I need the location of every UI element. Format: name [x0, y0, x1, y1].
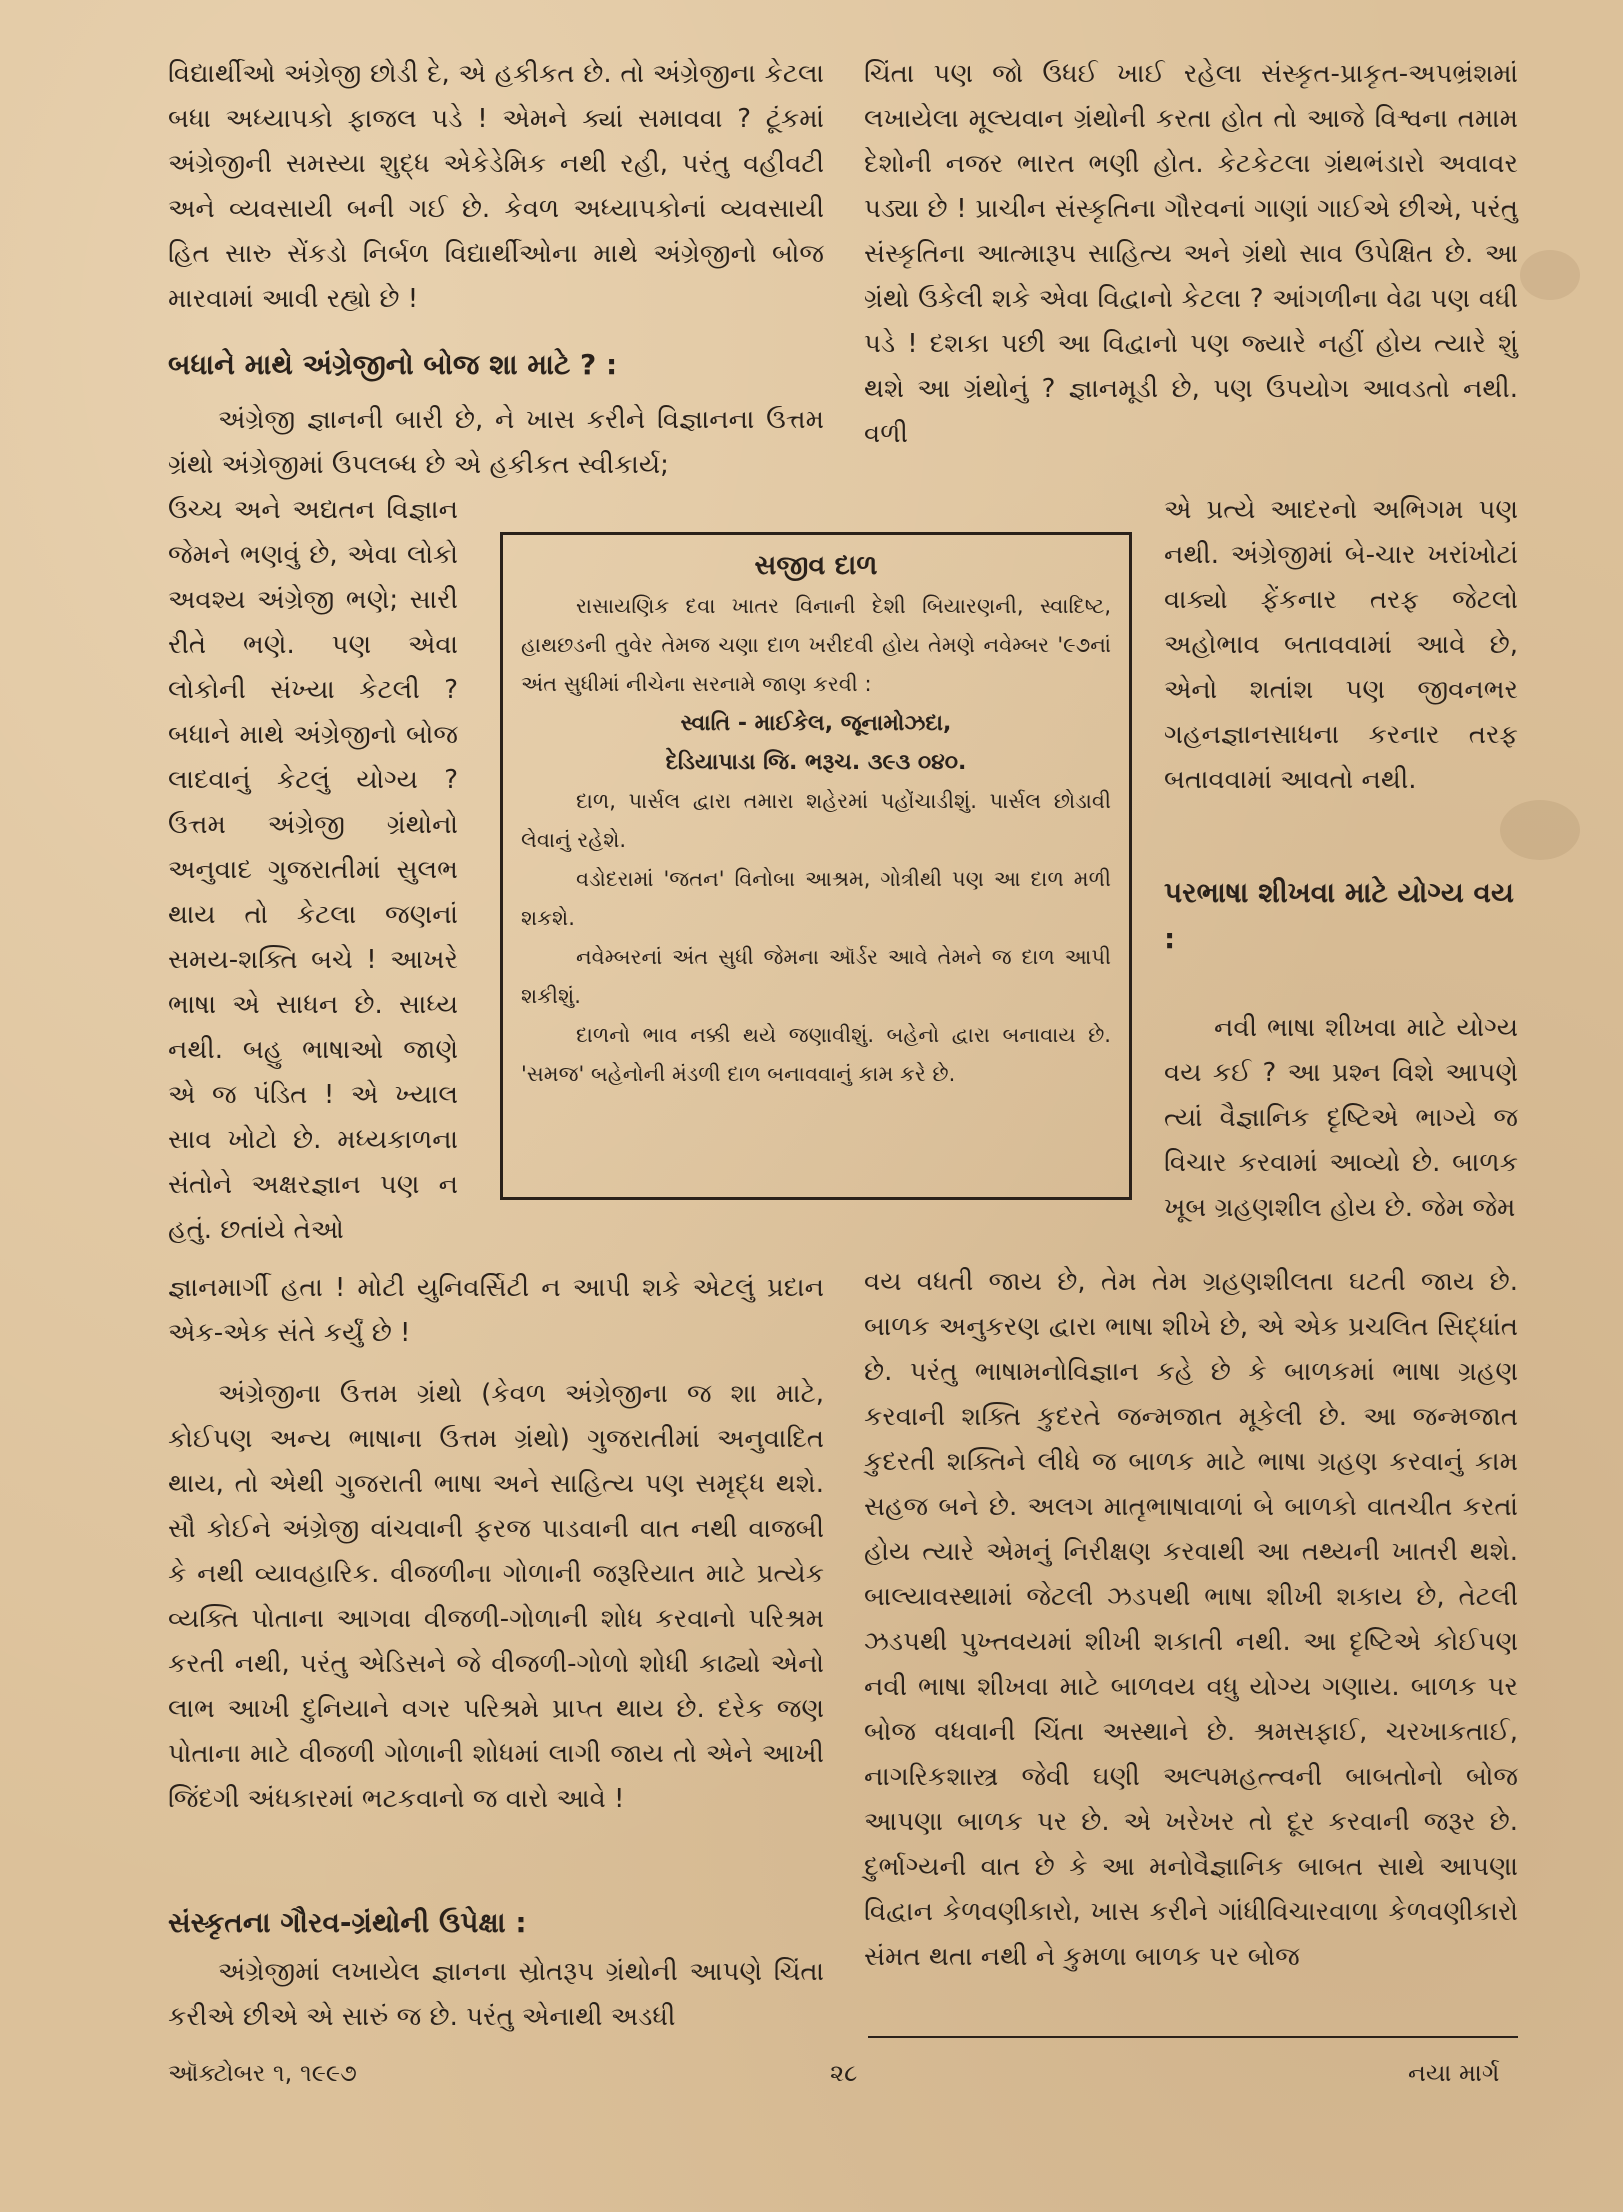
notice-address-line-2: દેડિયાપાડા જિ. ભરૂચ. ૩૯૩ ૦૪૦. — [665, 750, 967, 775]
right-paragraph-1: ચિંતા પણ જો ઉધઈ ખાઈ રહેલા સંસ્કૃત-પ્રાકૃત-અપભ્રંશમાં લખાયેલા મૂલ્યવાન ગ્રંથોની કરતા હોત તો આજે વિશ્વના તમામ દેશોની નજર ભારત ભણી હોત. કેટકેટલા ગ્રંથભંડારો અવાવર પડ્યા છે ! પ્રાચીન સંસ્કૃતિના ગૌરવનાં ગાણાં ગાઈએ છીએ, પરંતુ સંસ્કૃતિના આત્મારૂપ સાહિત્ય અને ગ્રંથો સાવ ઉપેક્ષિત છે. આ ગ્રંથો ઉકેલી શકે એવા વિદ્વાનો કેટલા ? આંગળીના વેઢા પણ વધી પડે ! દશકા પછી આ વિદ્વાનો પણ જ્યારે નહીં હોય ત્યારે શું થશે આ ગ્રંથોનું ? જ્ઞાનમૂડી છે, પણ ઉપયોગ આવડતો નથી. વળી — [864, 59, 1518, 449]
footer-rule — [868, 2036, 1518, 2038]
right-paragraph-2-narrow: નવી ભાષા શીખવા માટે યોગ્ય વય કઈ ? આ પ્રશ્ન વિશે આપણે ત્યાં વૈજ્ઞાનિક દૃષ્ટિએ ભાગ્યે જ વિચાર કરવામાં આવ્યો છે. બાળક ખૂબ ગ્રહણશીલ હોય છે. જેમ જેમ — [1164, 1013, 1518, 1223]
notice-box-sajiv-daal — [500, 532, 1132, 1200]
notice-address-line-1: સ્વાતિ - માઈકેલ, જૂનામોઝદા, — [680, 711, 952, 736]
left-paragraph-2-end: જ્ઞાનમાર્ગી હતા ! મોટી યુનિવર્સિટી ન આપી શકે એટલું પ્રદાન એક-એક સંતે કર્યું છે ! — [168, 1273, 824, 1348]
heading-english-burden: બધાને માથે અંગ્રેજીનો બોજ શા માટે ? : — [168, 348, 618, 381]
right-paragraph-1-narrow: એ પ્રત્યે આદરનો અભિગમ પણ નથી. અંગ્રેજીમાં બે-ચાર ખરાંખોટાં વાક્યો ફેંકનાર તરફ જેટલો અહોભાવ બતાવવામાં આવે છે, એનો શતાંશ પણ જીવનભર ગહનજ્ઞાનસાધના કરનાર તરફ બતાવવામાં આવતો નથી. — [1164, 495, 1518, 795]
paper-stain — [1520, 250, 1580, 300]
notice-paragraph-4: નવેમ્બરનાં અંત સુધી જેમના ઑર્ડર આવે તેમને જ દાળ આપી શકીશું. — [521, 945, 1111, 1008]
right-paragraph-2: વય વધતી જાય છે, તેમ તેમ ગ્રહણશીલતા ઘટતી જાય છે. બાળક અનુકરણ દ્વારા ભાષા શીખે છે, એ એક પ્રચલિત સિદ્ધાંત છે. પરંતુ ભાષામનોવિજ્ઞાન કહે છે કે બાળકમાં ભાષા ગ્રહણ કરવાની શક્તિ કુદરતે જન્મજાત મૂકેલી છે. આ જન્મજાત કુદરતી શક્તિને લીધે જ બાળક માટે ભાષા ગ્રહણ કરવાનું કામ સહજ બને છે. અલગ માતૃભાષાવાળાં બે બાળકો વાતચીત કરતાં હોય ત્યારે એમનું નિરીક્ષણ કરવાથી આ તથ્યની ખાતરી થશે. બાલ્યાવસ્થામાં જેટલી ઝડપથી ભાષા શીખી શકાય છે, તેટલી ઝડપથી પુખ્તવયમાં શીખી શકાતી નથી. આ દૃષ્ટિએ કોઈપણ નવી ભાષા શીખવા માટે બાળવય વધુ યોગ્ય ગણાય. બાળક પર બોજ વધવાની ચિંતા અસ્થાને છે. શ્રમસફાઈ, ચરખાકતાઈ, નાગરિકશાસ્ત્ર જેવી ઘણી અલ્પમહત્ત્વની બાબતોનો બોજ આપણા બાળક પર છે. એ ખરેખર તો દૂર કરવાની જરૂર છે. દુર્ભાગ્યની વાત છે કે આ મનોવૈજ્ઞાનિક બાબત સાથે આપણા વિદ્વાન કેળવણીકારો, ખાસ કરીને ગાંધીવિચારવાળા કેળવણીકારો સંમત થતા નથી ને કુમળા બાળક પર બોજ — [864, 1267, 1518, 1972]
left-paragraph-1: વિદ્યાર્થીઓ અંગ્રેજી છોડી દે, એ હકીકત છે. તો અંગ્રેજીના કેટલા બધા અધ્યાપકો ફાજલ પડે ! એમને ક્યાં સમાવવા ? ટૂંકમાં અંગ્રેજીની સમસ્યા શુદ્ધ એકેડેમિક નથી રહી, પરંતુ વહીવટી અને વ્યવસાયી બની ગઈ છે. કેવળ અધ્યાપકોનાં વ્યવસાયી હિત સારુ સેંકડો નિર્બળ વિદ્યાર્થીઓના માથે અંગ્રેજીનો બોજ મારવામાં આવી રહ્યો છે ! — [168, 59, 824, 314]
footer-date: ઑક્ટોબર ૧, ૧૯૯૭ — [168, 2059, 357, 2087]
heading-sanskrit-neglect: સંસ્કૃતના ગૌરવ-ગ્રંથોની ઉપેક્ષા : — [168, 1906, 527, 1939]
left-paragraph-3: અંગ્રેજીના ઉત્તમ ગ્રંથો (કેવળ અંગ્રેજીના જ શા માટે, કોઈપણ અન્ય ભાષાના ઉત્તમ ગ્રંથો) ગુજરાતીમાં અનુવાદિત થાય, તો એથી ગુજરાતી ભાષા અને સાહિત્ય પણ સમૃદ્ધ થશે. સૌ કોઈને અંગ્રેજી વાંચવાની ફરજ પાડવાની વાત નથી વાજબી કે નથી વ્યાવહારિક. વીજળીના ગોળાની જરૂરિયાત માટે પ્રત્યેક વ્યક્તિ પોતાના આગવા વીજળી-ગોળાની શોધ કરવાનો પરિશ્રમ કરતી નથી, પરંતુ એડિસને જે વીજળી-ગોળો શોધી કાઢ્યો એનો લાભ આખી દુનિયાને વગર પરિશ્રમે પ્રાપ્ત થાય છે. દરેક જણ પોતાના માટે વીજળી ગોળાની શોધમાં લાગી જાય તો એને આખી જિંદગી અંધકારમાં ભટકવાનો જ વારો આવે ! — [168, 1379, 824, 1814]
footer-page-number: ૨૮ — [830, 2059, 858, 2087]
paper-stain — [1500, 800, 1580, 860]
left-paragraph-2-narrow: ઉચ્ચ અને અદ્યતન વિજ્ઞાન જેમને ભણવું છે, એવા લોકો અવશ્ય અંગ્રેજી ભણે; સારી રીતે ભણે. પણ એવા લોકોની સંખ્યા કેટલી ? બધાને માથે અંગ્રેજીનો બોજ લાદવાનું કેટલું યોગ્ય ? ઉત્તમ અંગ્રેજી ગ્રંથોનો અનુવાદ ગુજરાતીમાં સુલભ થાય તો કેટલા જણનાં સમય-શક્તિ બચે ! આખરે ભાષા એ સાધન છે. સાધ્ય નથી. બહુ ભાષાઓ જાણે એ જ પંડિત ! એ ખ્યાલ સાવ ખોટો છે. મધ્યકાળના સંતોને અક્ષરજ્ઞાન પણ ન હતું. છતાંયે તેઓ — [168, 495, 458, 1245]
left-paragraph-4: અંગ્રેજીમાં લખાયેલ જ્ઞાનના સ્રોતરૂપ ગ્રંથોની આપણે ચિંતા કરીએ છીએ એ સારું જ છે. પરંતુ એનાથી અડધી — [168, 1957, 824, 2032]
notice-paragraph-2: દાળ, પાર્સલ દ્વારા તમારા શહેરમાં પહોંચાડીશું. પાર્સલ છોડાવી લેવાનું રહેશે. — [521, 789, 1111, 852]
notice-title: સજીવ દાળ — [754, 550, 878, 581]
footer-magazine-name: નયા માર્ગ — [1408, 2059, 1500, 2087]
notice-paragraph-1: રાસાયણિક દવા ખાતર વિનાની દેશી બિયારણની, સ્વાદિષ્ટ, હાથછડની તુવેર તેમજ ચણા દાળ ખરીદવી હોય તેમણે નવેમ્બર '૯૭નાં અંત સુધીમાં નીચેના સરનામે જાણ કરવી : — [521, 594, 1111, 696]
notice-paragraph-3: વડોદરામાં 'જતન' વિનોબા આશ્રમ, ગોત્રીથી પણ આ દાળ મળી શકશે. — [521, 867, 1111, 930]
heading-foreign-language-age: પરભાષા શીખવા માટે યોગ્ય વય : — [1164, 876, 1514, 955]
left-paragraph-2: અંગ્રેજી જ્ઞાનની બારી છે, ને ખાસ કરીને વિજ્ઞાનના ઉત્તમ ગ્રંથો અંગ્રેજીમાં ઉપલબ્ધ છે એ હકીકત સ્વીકાર્ય; — [168, 405, 824, 480]
notice-paragraph-5: દાળનો ભાવ નક્કી થયે જણાવીશું. બહેનો દ્વારા બનાવાય છે. 'સમજ' બહેનોની મંડળી દાળ બનાવવાનું કામ કરે છે. — [521, 1023, 1111, 1086]
